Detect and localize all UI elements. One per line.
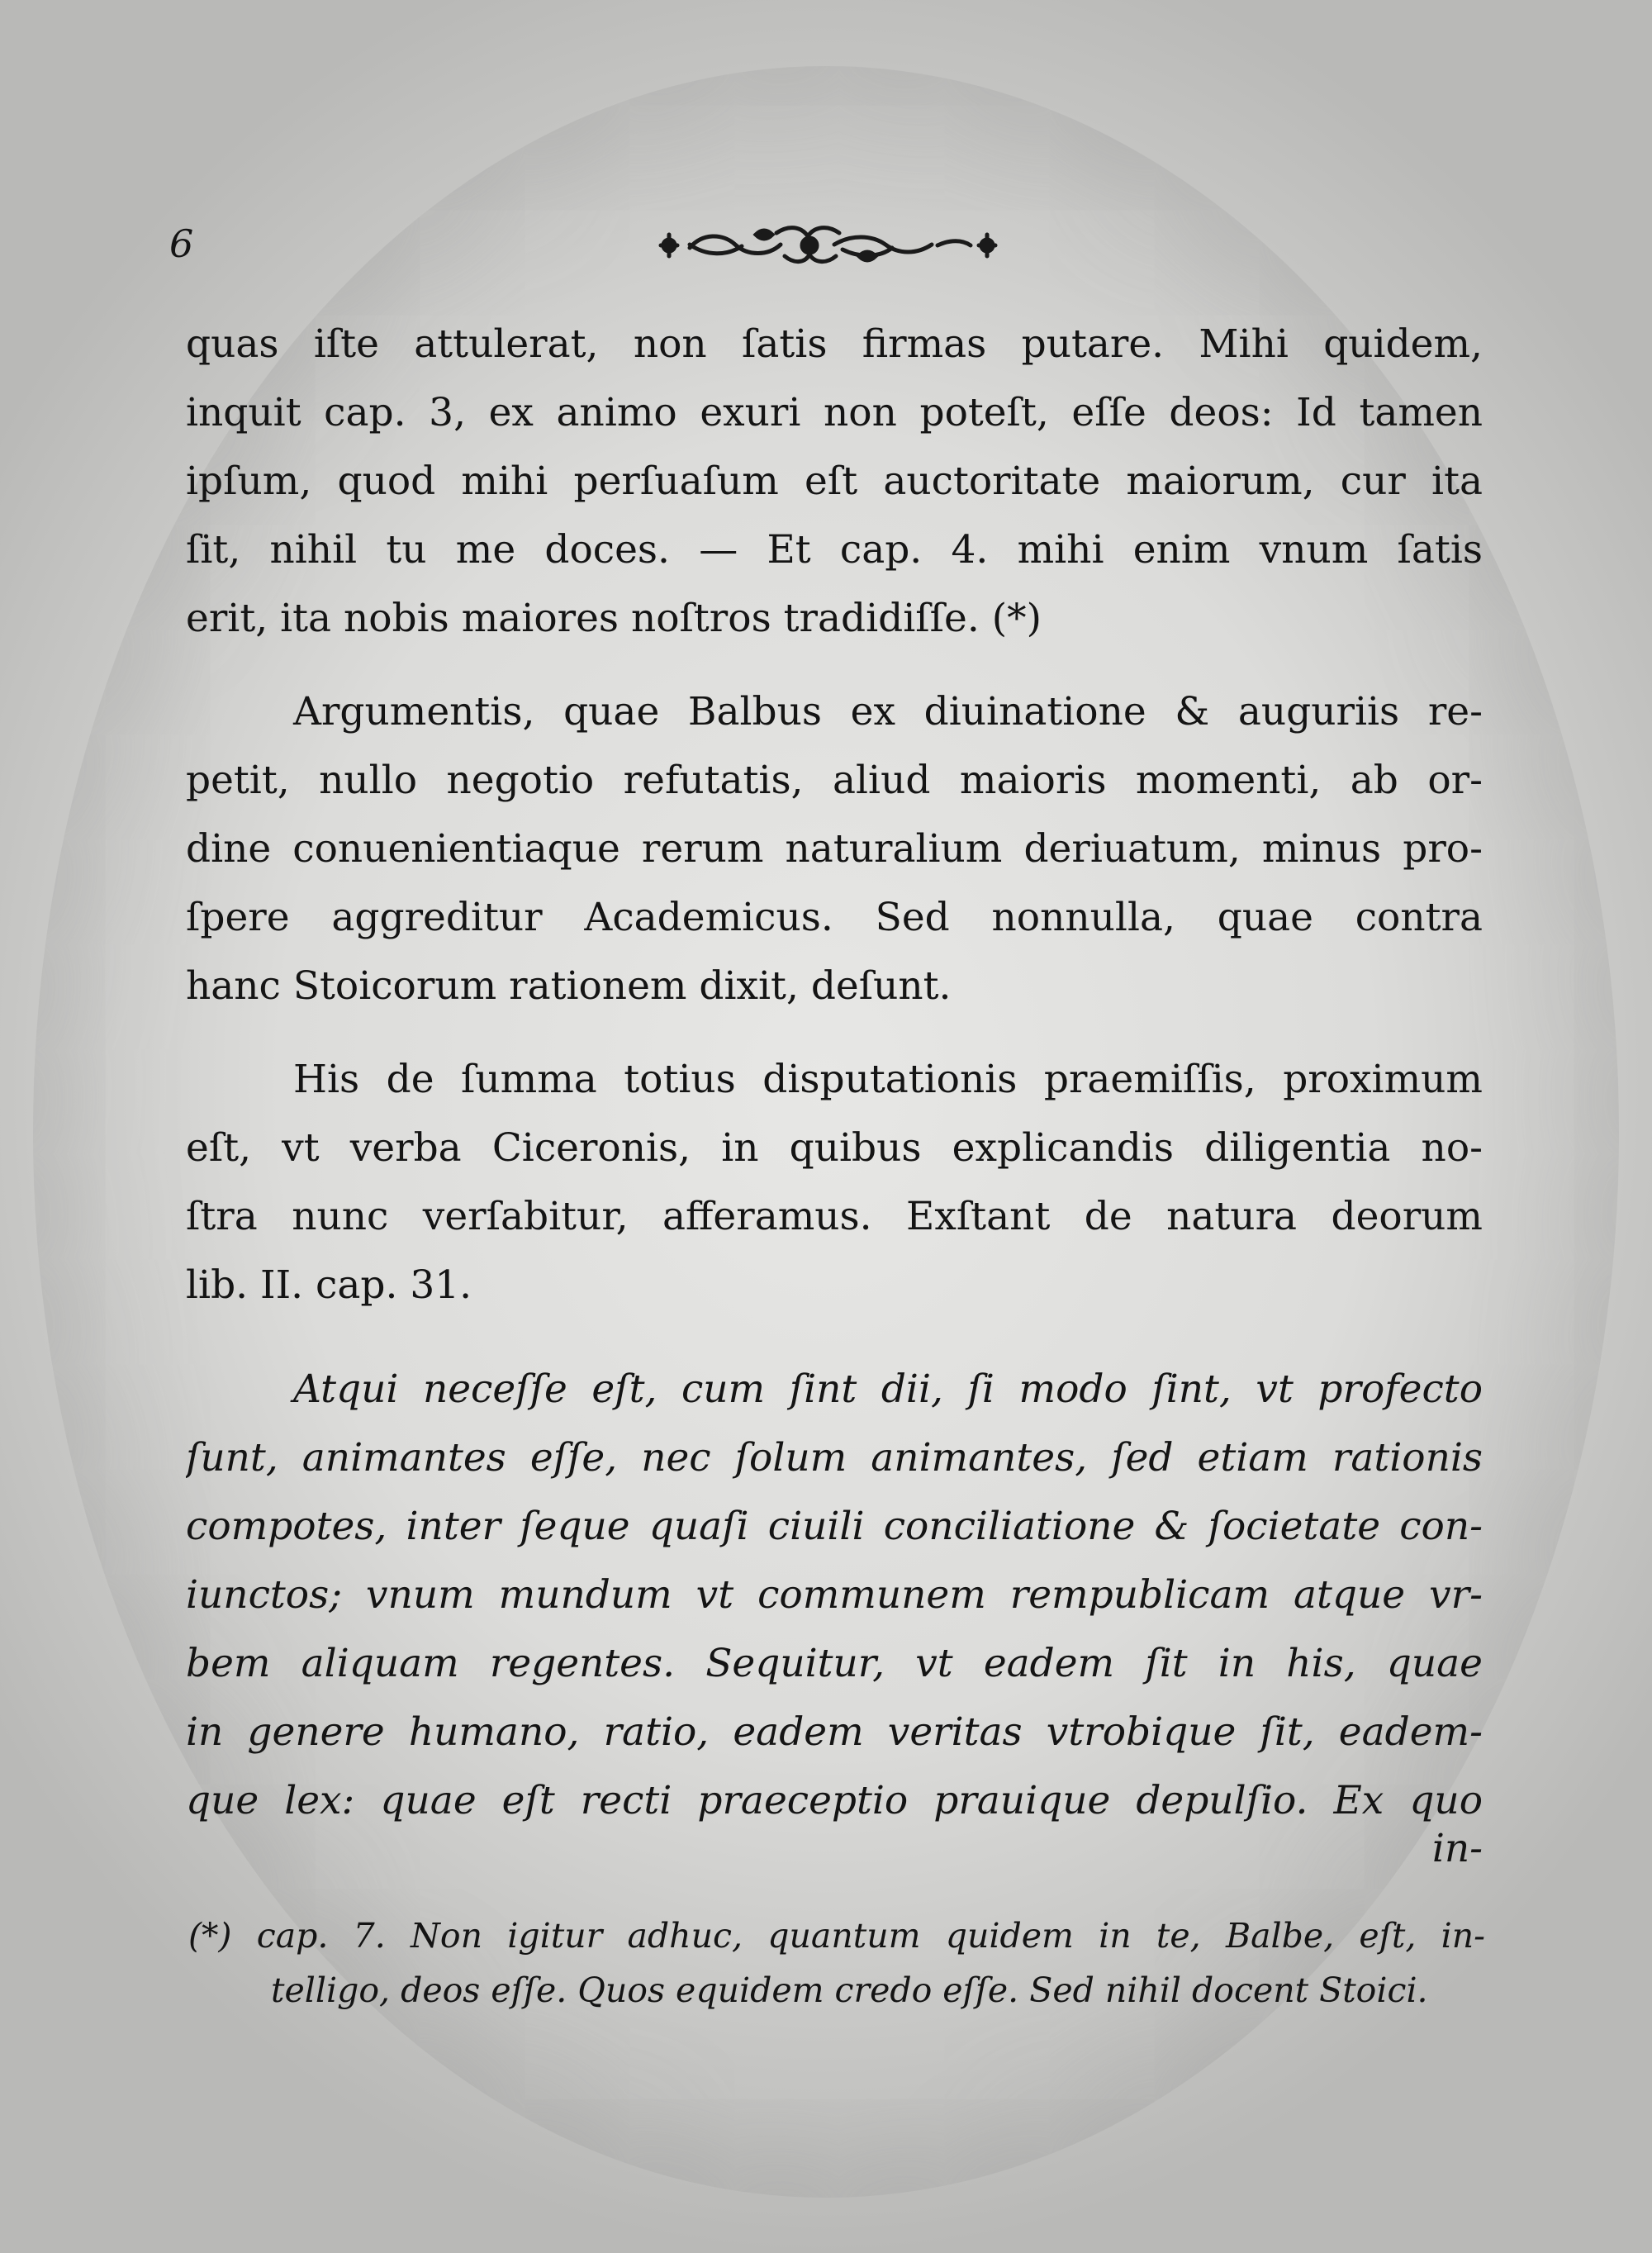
ornament-headpiece-icon bbox=[644, 216, 1008, 274]
text-line: in genere humano, ratio, eadem veritas vtrobique ſit, eadem- bbox=[186, 1709, 1483, 1755]
text-line: hanc Stoicorum rationem dixit, deſunt. bbox=[186, 963, 952, 1009]
text-line: Atqui neceſſe eſt, cum ſint dii, ſi modo ſint, vt profecto bbox=[293, 1367, 1483, 1412]
text-line: quas iſte attulerat, non ſatis firmas putare. Mihi quidem, bbox=[186, 321, 1483, 367]
text-line: ſpere aggreditur Academicus. Sed nonnulla, quae contra bbox=[186, 895, 1483, 940]
footnote-line: telligo, deos eſſe. Quos equidem credo eſſe. Sed nihil docent Stoici. bbox=[271, 1970, 1428, 2010]
paragraph-3 bbox=[186, 1045, 1483, 1319]
page-number: 6 bbox=[169, 221, 194, 266]
text-line: ipſum, quod mihi perſuaſum eſt auctoritate maiorum, cur ita bbox=[186, 459, 1483, 504]
text-line: Argumentis, quae Balbus ex diuinatione & auguriis re- bbox=[293, 689, 1483, 734]
footnote bbox=[188, 1908, 1485, 2018]
footnote-line: (*) cap. 7. Non igitur adhuc, quantum quidem in te, Balbe, eſt, in- bbox=[188, 1916, 1485, 1956]
paragraph-1 bbox=[186, 310, 1483, 653]
text-line: petit, nullo negotio refutatis, aliud maioris momenti, ab or- bbox=[186, 758, 1483, 803]
text-line: dine conuenientiaque rerum naturalium deriuatum, minus pro- bbox=[186, 826, 1483, 872]
text-line: ſit, nihil tu me doces. — Et cap. 4. mihi enim vnum ſatis bbox=[186, 527, 1483, 573]
paragraph-2 bbox=[186, 677, 1483, 1020]
text-line: compotes, inter ſeque quaſi ciuili conciliatione & ſocietate con- bbox=[186, 1504, 1483, 1549]
text-line: que lex: quae eſt recti praeceptio prauique depulſio. Ex quo bbox=[186, 1778, 1483, 1823]
text-line: iunctos; vnum mundum vt communem rempublicam atque vr- bbox=[186, 1572, 1483, 1618]
text-line: bem aliquam regentes. Sequitur, vt eadem ſit in his, quae bbox=[186, 1641, 1483, 1686]
text-line: eſt, vt verba Ciceronis, in quibus explicandis diligentia no- bbox=[186, 1125, 1483, 1171]
text-line: His de ſumma totius disputationis praemiſſis, proximum bbox=[293, 1057, 1483, 1102]
text-line: ſunt, animantes eſſe, nec ſolum animantes, ſed etiam rationis bbox=[186, 1435, 1483, 1481]
text-line: inquit cap. 3, ex animo exuri non poteſt, eſſe deos: Id tamen bbox=[186, 390, 1483, 435]
text-line: erit, ita nobis maiores noſtros tradidiſſe. (*) bbox=[186, 596, 1042, 641]
text-line: lib. II. cap. 31. bbox=[186, 1262, 472, 1308]
text-line: ſtra nunc verſabitur, afferamus. Exſtant de natura deorum bbox=[186, 1194, 1483, 1239]
catchword: in- bbox=[1431, 1826, 1483, 1871]
paragraph-4-quotation bbox=[186, 1355, 1483, 1835]
